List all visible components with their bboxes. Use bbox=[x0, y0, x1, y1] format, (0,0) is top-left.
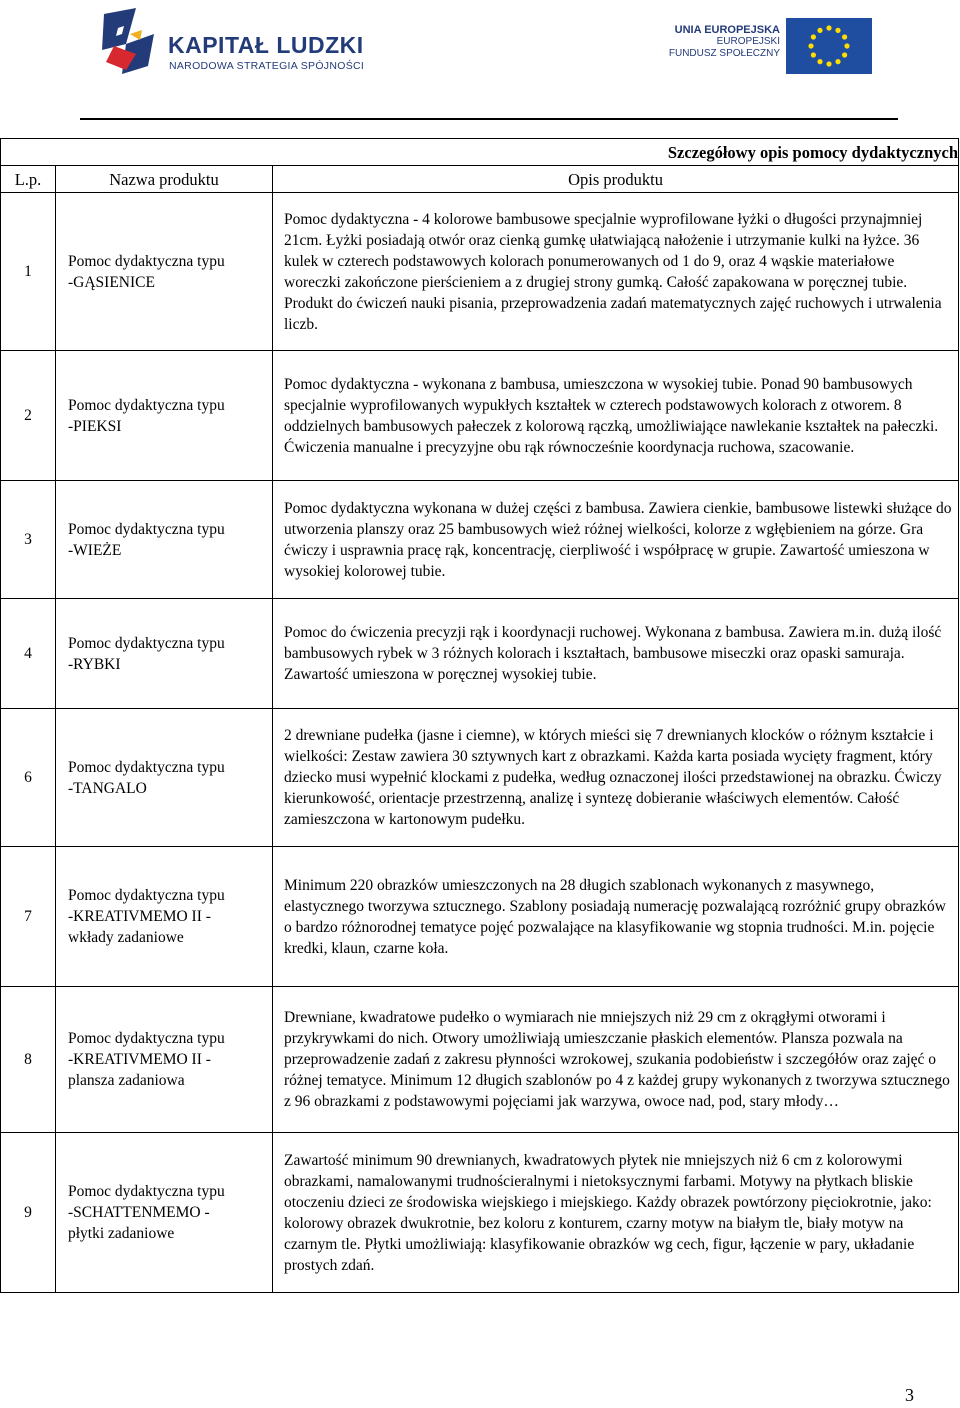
kapital-ludzki-subtitle: NARODOWA STRATEGIA SPÓJNOŚCI bbox=[169, 60, 365, 72]
table-row bbox=[1, 599, 959, 709]
eu-logo-line2: EUROPEJSKI bbox=[716, 36, 780, 47]
header-divider bbox=[80, 118, 898, 120]
product-name bbox=[56, 709, 273, 847]
eu-logo-line1: UNIA EUROPEJSKA bbox=[674, 24, 780, 36]
products-table bbox=[0, 138, 959, 1293]
product-description: Pomoc dydaktyczna - 4 kolorowe bambusowe specjalnie wyprofilowane łyżki o długości przynajmniej 21cm. Łyżki posiadają otwór oraz cienką gumkę ułatwiającą nałożenie i utrzymanie kulki na łyżce. 36 kulek w czterech podstawowych kolorach ponumerowanych od 1 do 9, oraz 4 wąskie materiałowe woreczki zakończone pierścieniem a z drugiej strony gumką. Całość zapakowana w poręcznej tubie. Produkt do ćwiczeń nauki pisania, przeprowadzenia zadań matematycznych zajęć ruchowych i utrwalenia liczb. bbox=[273, 193, 959, 351]
product-name-line: -RYBKI bbox=[68, 655, 121, 673]
kapital-ludzki-logo bbox=[96, 4, 366, 84]
page-number: 3 bbox=[905, 1385, 914, 1405]
eu-logo-text bbox=[668, 24, 780, 60]
product-name bbox=[56, 987, 273, 1133]
product-description: 2 drewniane pudełka (jasne i ciemne), w których mieści się 7 drewnianych klocków o różnym kształcie i wielkości: Zestaw zawiera 30 sztywnych kart z obrazkami. Każda karta posiada wycięty fragment, który dziecko musi wypełnić klockami z pudełka, według oznaczonej ilości przedstawionej na obrazku. Ćwiczy kierunkowość, orientacje przestrzenną, analizę i syntezę dobieranie właściwych elementów. Całość zamieszczona w kartonowym pudełku. bbox=[273, 709, 959, 847]
row-number: 4 bbox=[1, 599, 56, 709]
product-name bbox=[56, 599, 273, 709]
row-number: 3 bbox=[1, 481, 56, 599]
product-name bbox=[56, 193, 273, 351]
column-header-lp: L.p. bbox=[1, 166, 56, 193]
product-name bbox=[56, 351, 273, 481]
product-name-line: Pomoc dydaktyczna typu bbox=[68, 520, 225, 538]
product-name bbox=[56, 481, 273, 599]
column-header-name: Nazwa produktu bbox=[56, 166, 273, 193]
product-name-line: -WIEŻE bbox=[68, 541, 122, 559]
table-row bbox=[1, 351, 959, 481]
product-name-line: Pomoc dydaktyczna typu bbox=[68, 396, 225, 414]
product-description: Pomoc do ćwiczenia precyzji rąk i koordynacji ruchowej. Wykonana z bambusa. Zawiera m.in. dużą ilość bambusowych rybek w 3 różnych kolorach i kształtach, bambusowe miseczki oraz opaski samuraja. Zawartość umieszona w poręcznej wysokiej tubie. bbox=[273, 599, 959, 709]
kapital-ludzki-emblem-icon bbox=[96, 4, 168, 84]
table-row bbox=[1, 847, 959, 987]
eu-flag-icon bbox=[786, 18, 872, 74]
product-name-line: wkłady zadaniowe bbox=[68, 929, 184, 946]
table-row bbox=[1, 987, 959, 1133]
product-name-line: Pomoc dydaktyczna typu bbox=[68, 1183, 225, 1200]
row-number: 1 bbox=[1, 193, 56, 351]
row-number: 6 bbox=[1, 709, 56, 847]
eu-logo bbox=[668, 18, 878, 78]
product-description: Pomoc dydaktyczna - wykonana z bambusa, umieszczona w wysokiej tubie. Ponad 90 bambusowych specjalnie wyprofilowanych wypukłych kształtek w czterech podstawowych kolorach z otworem. 8 oddzielnych bambusowych pałeczek z kolorową rączką, umożliwiające nawlekanie kształtek na pałeczki. Ćwiczenia manualne i precyzyjne obu rąk równocześnie koordynacja ruchowa, szacowanie. bbox=[273, 351, 959, 481]
table-row bbox=[1, 193, 959, 351]
product-description: Minimum 220 obrazków umieszczonych na 28 długich szablonach wykonanych z masywnego, elastycznego tworzywa sztucznego. Szablony posiadają numerację pozwalającą rozróżnić grupy obrazków o bardzo różnorodnej tematyce pojęć pozwalające na klasyfikowanie wg stopnia trudności. M.in. pojęcie kredki, klaun, czarne koła. bbox=[273, 847, 959, 987]
table-row bbox=[1, 1133, 959, 1293]
page-header bbox=[0, 0, 960, 120]
product-name-line: -TANGALO bbox=[68, 779, 147, 797]
table-header-row bbox=[1, 166, 959, 193]
product-name-line: -SCHATTENMEMO - bbox=[68, 1204, 210, 1221]
product-name-line: Pomoc dydaktyczna typu bbox=[68, 887, 225, 904]
product-name-line: Pomoc dydaktyczna typu bbox=[68, 1030, 225, 1047]
row-number: 9 bbox=[1, 1133, 56, 1293]
product-name-line: płytki zadaniowe bbox=[68, 1225, 175, 1242]
table-title: Szczegółowy opis pomocy dydaktycznych bbox=[1, 139, 959, 166]
table-row bbox=[1, 481, 959, 599]
product-name-line: Pomoc dydaktyczna typu bbox=[68, 252, 225, 270]
kapital-ludzki-title: KAPITAŁ LUDZKI bbox=[168, 32, 364, 58]
product-name-line: -KREATIVMEMO II - bbox=[68, 908, 211, 925]
product-description: Pomoc dydaktyczna wykonana w dużej części z bambusa. Zawiera cienkie, bambusowe listewki służące do utworzenia planszy oraz 25 bambusowych wież różnej wielkości, kolorze z wgłębieniem na górze. Gra ćwiczy i usprawnia pracę rąk, koncentrację, cierpliwość i współpracę w grupie. Zawartość umieszona w wysokiej kolorowej tubie. bbox=[273, 481, 959, 599]
product-name bbox=[56, 1133, 273, 1293]
row-number: 8 bbox=[1, 987, 56, 1133]
eu-logo-line3: FUNDUSZ SPOŁECZNY bbox=[668, 48, 780, 59]
table-row bbox=[1, 709, 959, 847]
product-description: Drewniane, kwadratowe pudełko o wymiarach nie mniejszych niż 29 cm z okrągłymi otworami i przykrywkami do nich. Otwory umożliwiają umieszczanie płaskich elementów. Plansza pozwala na przeprowadzenie zadań z zakresu płynności wzrokowej, szukania podobieństw i szczegółów oraz zajęć o różnej tematyce. Minimum 12 długich szablonów po 4 z każdej grupy wykonanych z tworzywa sztucznego z 96 obrazkami z podstawowymi pojęciami jak warzywa, owoce nad, pod, stary młody… bbox=[273, 987, 959, 1133]
product-name-line: Pomoc dydaktyczna typu bbox=[68, 758, 225, 776]
row-number: 7 bbox=[1, 847, 56, 987]
product-name-line: plansza zadaniowa bbox=[68, 1072, 185, 1089]
column-header-desc: Opis produktu bbox=[273, 166, 959, 193]
product-name-line: -PIEKSI bbox=[68, 417, 122, 435]
table-title-row bbox=[1, 139, 959, 166]
product-description: Zawartość minimum 90 drewnianych, kwadratowych płytek nie mniejszych niż 6 cm z kolorowymi obrazkami, namalowanymi trudnościeralnymi i nietoksycznymi farbami. Motywy na płytkach bliskie otoczeniu dzieci ze środowiska wiejskiego i miejskiego. Każdy obrazek powtórzony pięciokrotnie, jako: kolorowy obrazek dwukrotnie, bez koloru z konturem, czarny motyw na białym tle, biały motyw na czarnym tle. Płytki umożliwiają: klasyfikowanie obrazków wg cech, figur, łączenie w pary, układanie prostych zdań. bbox=[273, 1133, 959, 1293]
product-name-line: -GĄSIENICE bbox=[68, 273, 155, 291]
product-name-line: Pomoc dydaktyczna typu bbox=[68, 634, 225, 652]
product-name bbox=[56, 847, 273, 987]
row-number: 2 bbox=[1, 351, 56, 481]
product-name-line: -KREATIVMEMO II - bbox=[68, 1051, 211, 1068]
